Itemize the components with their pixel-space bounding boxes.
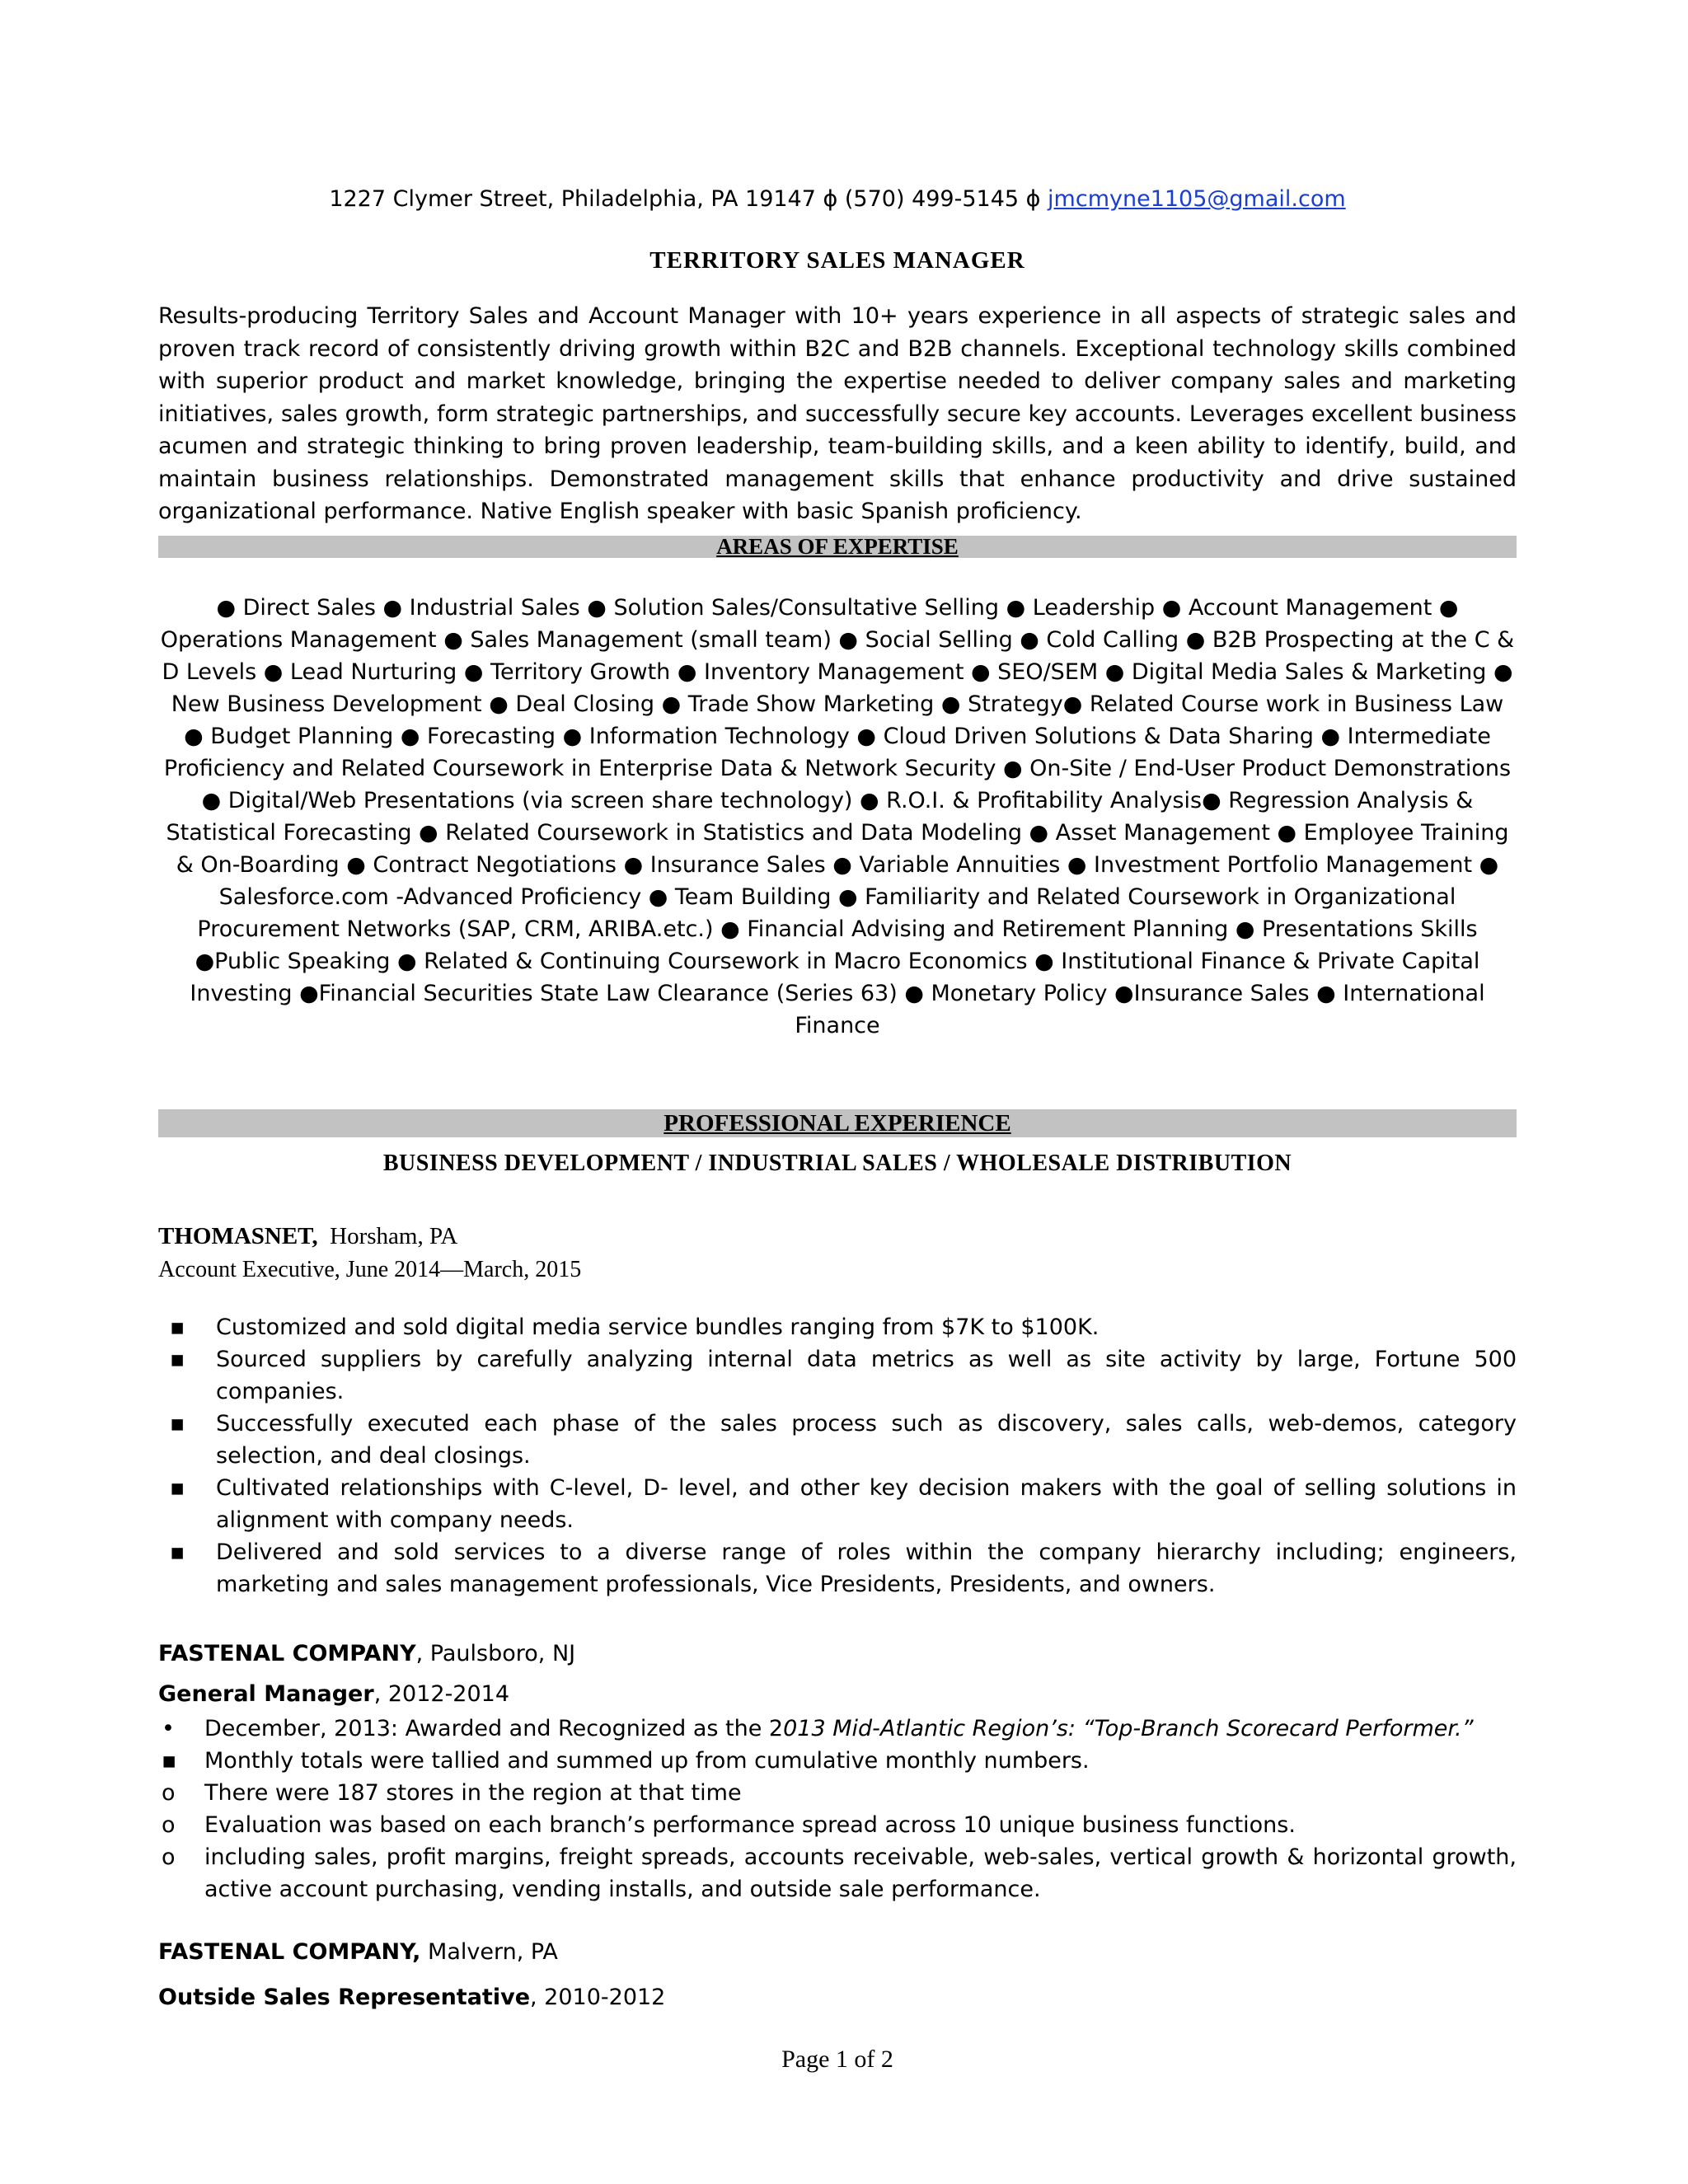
resume-page [158, 0, 1517, 2184]
role-title: General Manager [158, 1681, 374, 1707]
job-role-general-manager [158, 1681, 509, 1707]
page-number: Page 1 of 2 [781, 2046, 893, 2073]
bullet-text: There were 187 stores in the region at that time [204, 1780, 742, 1806]
job-company-thomasnet [158, 1223, 457, 1250]
summary-paragraph: Results-producing Territory Sales and Account Manager with 10+ years experience in all aspects of strategic sales and proven track record of consistently driving growth within B2C and B2B channels. Exceptional technology skills combined with superior product and market knowledge, bringing the expertise needed to deliver company sales and marketing initiatives, sales growth, form strategic partnerships, and successfully secure key accounts. Leverages excellent business acumen and strategic thinking to bring proven leadership, team-building skills, and a keen ability to identify, build, and maintain business relationships. Demonstrated management skills that enhance productivity and drive sustained organizational performance. Native English speaker with basic Spanish proficiency. [158, 303, 1517, 524]
job-company-fastenal-paulsboro [158, 1641, 575, 1666]
bullet-text: Cultivated relationships with C-level, D- level, and other key decision makers with the goal of selling solutions in alignment with company needs. [216, 1475, 1517, 1533]
list-item [158, 1745, 1517, 1905]
award-text: December, 2013: Awarded and Recognized as the 2 [204, 1716, 784, 1741]
contact-line [158, 186, 1517, 212]
role-years: , 2012-2014 [373, 1681, 510, 1707]
company-name: THOMASNET, [158, 1223, 318, 1249]
job-role-thomasnet: Account Executive, June 2014—March, 2015 [158, 1257, 582, 1282]
company-name: FASTENAL COMPANY [158, 1641, 416, 1666]
bullet-text: Successfully executed each phase of the sales process such as discovery, sales calls, web-demos, category selection, and deal closings. [216, 1411, 1517, 1469]
circle-bullet-icon: o [162, 1812, 176, 1838]
square-bullet-icon: ▪ [170, 1540, 185, 1565]
sub-bullet-list [162, 1777, 1517, 1905]
job-company-fastenal-malvern [158, 1939, 558, 1965]
expertise-heading-bar [158, 536, 1517, 558]
list-item [158, 1343, 1517, 1408]
thomasnet-bullets [158, 1311, 1517, 1601]
bullet-text: Delivered and sold services to a diverse range of roles within the company hierarchy including; engineers, marketing and sales management professionals, Vice Presidents, Presidents, and owners. [216, 1540, 1517, 1597]
role-title: Outside Sales Representative [158, 1985, 531, 2010]
award-italic-text: 013 Mid-Atlantic Region’s: “Top-Branch Scorecard Performer.” [783, 1716, 1474, 1741]
list-item [158, 1777, 1517, 1809]
expertise-heading: AREAS OF EXPERTISE [716, 534, 959, 559]
square-bullet-icon: ▪ [170, 1347, 185, 1372]
square-bullet-icon: ▪ [170, 1411, 185, 1436]
circle-bullet-icon: o [162, 1780, 176, 1806]
fastenal-paulsboro-bullets [158, 1713, 1517, 1905]
square-bullet-icon: ▪ [162, 1748, 177, 1774]
job-role-outside-sales [158, 1985, 665, 2010]
bullet-text: including sales, profit margins, freight spreads, accounts receivable, web-sales, vertical growth & horizontal growth, active account purchasing, vending installs, and outside sale performance. [204, 1844, 1517, 1902]
bullet-text: Evaluation was based on each branch’s performance spread across 10 unique business functions. [204, 1812, 1296, 1838]
experience-subheading: BUSINESS DEVELOPMENT / INDUSTRIAL SALES / WHOLESALE DISTRIBUTION [382, 1151, 1292, 1176]
role-years: , 2010-2012 [530, 1985, 666, 2010]
bullet-text: Customized and sold digital media service bundles ranging from $7K to $100K. [216, 1315, 1100, 1340]
list-item [158, 1311, 1517, 1343]
experience-heading-bar [158, 1109, 1517, 1137]
experience-heading: PROFESSIONAL EXPERIENCE [663, 1110, 1011, 1137]
company-location: Malvern, PA [428, 1939, 558, 1965]
list-item [158, 1472, 1517, 1536]
email-link[interactable]: jmcmyne1105@gmail.com [1048, 186, 1346, 212]
square-bullet-icon: ▪ [170, 1475, 185, 1501]
company-name: FASTENAL COMPANY, [158, 1939, 421, 1965]
dot-bullet-icon: • [162, 1716, 175, 1741]
list-item [158, 1408, 1517, 1472]
list-item [158, 1809, 1517, 1841]
expertise-list: ● Direct Sales ● Industrial Sales ● Solution Sales/Consultative Selling ● Leadership ● Account Management ● Operations Management ● Sales Management (small team) ● Social Selling ● Cold Calling ● B2B Prospecting at the C & D Levels ● Lead Nurturing ● Territory Growth ● Inventory Management ● SEO/SEM ● Digital Media Sales & Marketing ● New Business Development ● Deal Closing ● Trade Show Marketing ● Strategy● Related Course work in Business Law ● Budget Planning ● Forecasting ● Information Technology ● Cloud Driven Solutions & Data Sharing ● Intermediate Proficiency and Related Coursework in Enterprise Data & Network Security ● On-Site / End-User Product Demonstrations ● Digital/Web Presentations (via screen share technology) ● R.O.I. & Profitability Analysis● Regression Analysis & Statistical Forecasting ● Related Coursework in Statistics and Data Modeling ● Asset Management ● Employee Training & On-Boarding ● Contract Negotiations ● Insurance Sales ● Variable Annuities ● Investment Portfolio Management ● Salesforce.com -Advanced Proficiency ● Team Building ● Familiarity and Related Coursework in Organizational Procurement Networks (SAP, CRM, ARIBA.etc.) ● Financial Advising and Retirement Planning ● Presentations Skills ●Public Speaking ● Related & Continuing Coursework in Macro Economics ● Institutional Finance & Private Capital Investing ●Financial Securities State Law Clearance (Series 63) ● Monetary Policy ●Insurance Sales ● International Finance [160, 595, 1515, 1038]
square-bullet-icon: ▪ [170, 1315, 185, 1340]
resume-title: TERRITORY SALES MANAGER [649, 247, 1025, 274]
bullet-text: Monthly totals were tallied and summed up from cumulative monthly numbers. [204, 1748, 1090, 1774]
contact-address-phone: 1227 Clymer Street, Philadelphia, PA 19147 ϕ (570) 499-5145 ϕ [329, 186, 1048, 212]
bullet-text: Sourced suppliers by carefully analyzing internal data metrics as well as site activity by large, Fortune 500 companies. [216, 1347, 1517, 1404]
list-item [158, 1841, 1517, 1905]
company-location: Horsham, PA [330, 1223, 458, 1249]
list-item [158, 1713, 1517, 1745]
company-location: , Paulsboro, NJ [415, 1641, 576, 1666]
circle-bullet-icon: o [162, 1844, 176, 1870]
list-item [158, 1536, 1517, 1601]
